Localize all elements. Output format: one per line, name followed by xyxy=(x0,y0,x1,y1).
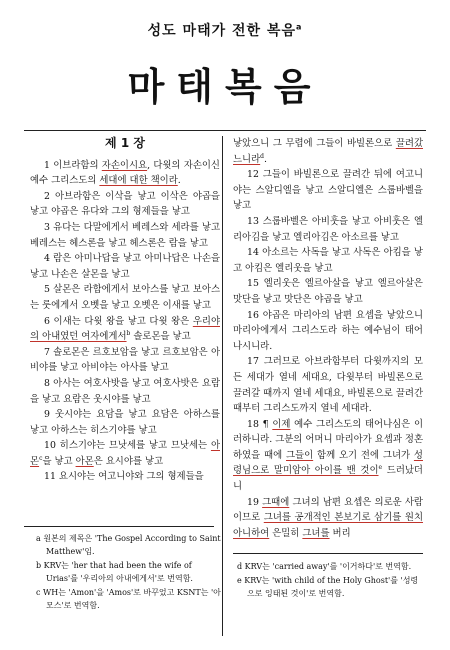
verse-text: 을 낳고 xyxy=(42,455,76,467)
underlined-phrase: 성령님으로 말미암아 아이를 밴 것이 xyxy=(233,449,423,477)
verse-text: 12 그들이 바빌론으로 끌려간 뒤에 여고니야는 스알디엘을 낳고 스알디엘은 스룹바벨을 낳고 xyxy=(233,169,423,212)
underlined-phrase: 끌려갔느니라 xyxy=(233,138,423,165)
verse-text: 은 요시야를 낳고 xyxy=(93,455,164,467)
footnote-text: 원본의 제목은 'The Gospel According to Saint Matthew'임. xyxy=(43,534,221,556)
verse-text: 8 아사는 여호사밧을 낳고 여호사밧은 요람을 낳고 요람은 웃시야를 낳고 xyxy=(30,377,220,405)
verse-text: 6 이새는 다윗 왕을 낳고 다윗 왕은 xyxy=(44,315,193,327)
verse xyxy=(233,495,423,542)
verse-text: 2 아브라함은 이삭을 낳고 이삭은 야곱을 낳고 야곱은 유다와 그의 형제들을 낳고 xyxy=(30,190,220,218)
footnote-letter: d xyxy=(237,562,243,571)
verse-text: 17 그러므로 아브라함부터 다윗까지의 모든 세대가 열네 세대요, 다윗부터 바빌론으로 끌려갈 때까지 열네 세대요, 바빌론으로 끌려간 때부터 그리스도까지 열네 세대라. xyxy=(233,356,423,415)
verse-text: 3 유다는 다말에게서 베레스와 세라를 낳고 베레스는 헤스론을 낳고 헤스론은 람을 낳고 xyxy=(30,221,220,249)
verse-text: 솔로몬을 낳고 xyxy=(130,331,191,343)
footnote-mark: e xyxy=(378,464,383,472)
footnote-rule-left xyxy=(24,526,214,527)
footnotes-right xyxy=(233,560,423,601)
book-title: 마태복음 xyxy=(127,65,323,109)
verse xyxy=(30,407,220,438)
verse-text: 함께 오기 전에 그녀가 xyxy=(313,449,414,461)
verse-text: 13 스룹바벨은 아비훗을 낳고 아비훗은 엘리아김을 낳고 엘리아김은 아소르를 낳고 xyxy=(233,215,423,243)
verse xyxy=(30,189,220,220)
verse xyxy=(233,276,423,307)
right-column xyxy=(233,136,423,541)
chapter-heading: 제 1 장 xyxy=(105,136,145,150)
verse xyxy=(233,245,423,276)
footnote xyxy=(32,559,222,585)
verse-text: 1 이브라함의 xyxy=(44,159,102,171)
verse-text: 19 xyxy=(247,496,263,508)
verse-text: 16 야곱은 마리아의 남편 요셉을 낳았으니 마리아에게서 그리스도라 하는 예수님이 태어나시니라. xyxy=(233,309,423,352)
verse xyxy=(30,345,220,376)
underlined-phrase: 우리야의 아내였던 여자에게서 xyxy=(30,315,220,343)
left-column xyxy=(30,136,220,485)
underlined-phrase: 아몬 xyxy=(30,440,220,467)
column-divider xyxy=(222,136,223,636)
footnote xyxy=(233,560,423,573)
verse xyxy=(233,354,423,416)
underlined-phrase: 그들이 xyxy=(285,449,314,461)
footnote-mark: b xyxy=(126,330,131,337)
verse-text: 예수 그리스도의 태어나심은 이러하니라. 그분의 어머니 마리아가 요셉과 정혼하였을 때에 xyxy=(233,418,423,461)
verse-text: 드러났더니 xyxy=(233,465,423,493)
verse-text: 그녀의 남편 요셉은 의로운 사람이므로 xyxy=(233,496,423,524)
underlined-phrase: 세대에 대한 책이라 xyxy=(99,175,178,187)
verse-text: 5 살몬은 라합에게서 보아스를 낳고 보아스는 룻에게서 오벳을 낳고 오벳은 이새를 낳고 xyxy=(30,284,220,311)
verse-text: 18 ¶ xyxy=(247,418,273,430)
underlined-phrase: 그때에 xyxy=(262,496,290,508)
verse xyxy=(30,438,220,469)
footnote-letter: b xyxy=(36,561,42,570)
footnote xyxy=(32,532,222,558)
book-subtitle: 성도 마태가 전한 복음$^a$ xyxy=(147,22,303,39)
footnote-letter: e xyxy=(237,576,242,585)
footnote-letter: a xyxy=(36,534,41,543)
footnote xyxy=(233,574,423,600)
footnote-rule-right xyxy=(233,553,423,554)
footnote-text: KRV는 'with child of the Holy Ghost'를 '성령으로 잉태된 것이'로 번역함. xyxy=(244,576,419,598)
footnote-letter: c xyxy=(36,588,41,597)
verse-text: , 다윗의 자손이신 예수 그리스도의 xyxy=(30,159,220,187)
footnote-text: WH는 'Amon'을 'Amos'로 바꾸었고 KSNT는 '아모스'로 번역함. xyxy=(43,588,221,610)
underlined-phrase: 이제 xyxy=(272,418,291,430)
verse-text: 7 솔로몬은 르호보암을 낳고 르호보암은 아비야를 낳고 아비야는 아사를 낳고 xyxy=(30,346,220,374)
verse xyxy=(30,469,220,485)
verse-text: 10 히스기야는 므낫세를 낳고 므낫세는 xyxy=(44,440,211,452)
verse xyxy=(30,282,220,313)
footnotes-left xyxy=(32,532,222,613)
subtitle-footnote-mark: a xyxy=(295,22,303,32)
footnote-mark: d xyxy=(260,152,265,160)
verse xyxy=(233,136,423,167)
header-rule xyxy=(24,130,426,131)
verse xyxy=(30,376,220,407)
verse xyxy=(233,214,423,245)
verse-text: 14 아소르는 사독을 낳고 사독은 아킴을 낳고 아킴은 엘리웃을 낳고 xyxy=(233,247,423,274)
verse xyxy=(233,308,423,355)
verse-text: 9 웃시야는 요담을 낳고 요담은 아하스를 낳고 아하스는 히스기야를 낳고 xyxy=(30,409,220,436)
underlined-phrase: 자손이시요 xyxy=(101,159,148,171)
footnote-text: KRV는 'carried away'를 '이거하다'로 번역함. xyxy=(244,562,412,571)
underlined-phrase: 아몬 xyxy=(75,455,94,467)
footnote xyxy=(32,586,222,612)
verse-text: . xyxy=(177,175,181,187)
verse-text: 11 요시야는 여고니야와 그의 형제들을 xyxy=(44,471,204,483)
verse xyxy=(30,158,220,189)
underlined-phrase: 그녀를 공개적인 본보기로 삼기를 원치 아니하여 xyxy=(233,512,423,539)
verse xyxy=(30,314,220,345)
verse-text: 15 엘리웃은 엘르아살을 낳고 엘르아살은 맛단을 낳고 맛단은 야곱을 낳고 xyxy=(233,278,423,305)
verse-text: 4 람은 아미나답을 낳고 아미나답은 나손을 낳고 나손은 살몬을 낳고 xyxy=(30,253,220,280)
verse-text: . xyxy=(264,153,267,165)
verse xyxy=(30,220,220,251)
underlined-phrase: 그녀를 xyxy=(302,527,330,539)
verse xyxy=(30,251,220,282)
footnote-mark: c xyxy=(39,454,43,462)
verse xyxy=(233,417,423,495)
verse-text: 은밀히 xyxy=(269,527,303,539)
verse xyxy=(233,167,423,214)
footnote-text: KRV는 'her that had been the wife of Urias'를 '우리아의 아내에게서'로 번역함. xyxy=(43,561,193,583)
verse-text: 버리 xyxy=(329,527,351,539)
verse-text: 낳았으니 그 무렵에 그들이 바빌론으로 xyxy=(233,138,396,149)
